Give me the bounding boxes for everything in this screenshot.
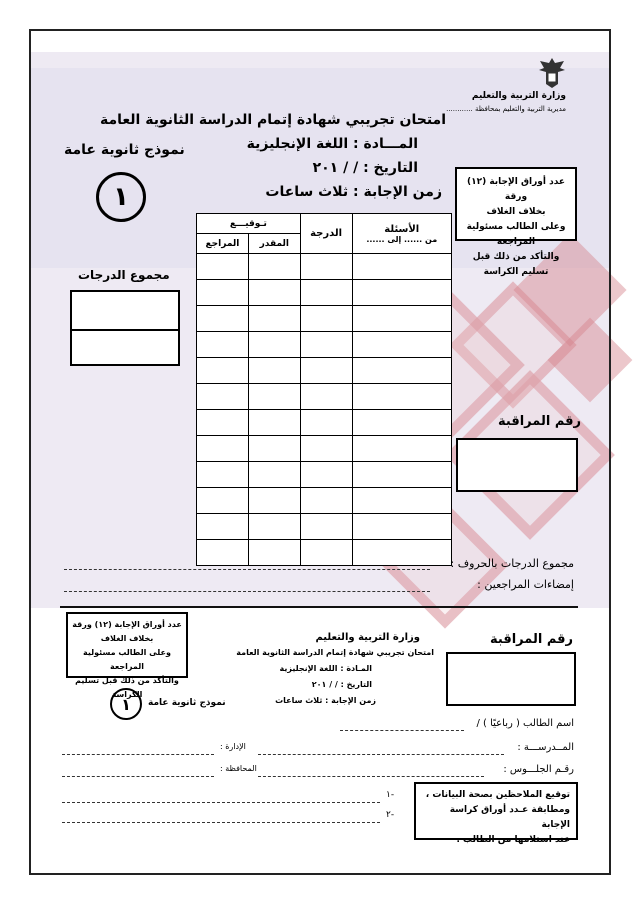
corrector-header: المقدر [248,234,300,254]
grade-cell[interactable] [248,540,300,566]
grade-cell[interactable] [248,462,300,488]
total-in-words-label: مجموع الدرجات بالحروف : [450,557,574,570]
directorate-name: مديرية التربية والتعليم بمحافظة ............ [446,105,566,113]
ministry-name: وزارة التربية والتعليم [471,91,566,101]
grade-row [197,488,452,514]
grade-cell[interactable] [352,514,451,540]
grade-cell[interactable] [197,410,249,436]
grade-header: الدرجة [300,214,352,254]
notes-line: ومطابقة عـدد أوراق كراسة الإجابة [449,805,570,830]
instructions-line: عدد أوراق الإجابة (١٢) ورقة [72,620,182,629]
model-number-circle [96,172,146,222]
instructions-line: والتأكد من ذلك قبل تسليم الكراسة [75,676,179,699]
model-label: نموذج ثانوية عامة [64,142,185,158]
lower-exam-title: امتحان تجريبي شهادة إتمام الدراسة الثانوية العامة [236,648,434,657]
grade-cell[interactable] [300,358,352,384]
reviewers-signatures-line [64,591,430,592]
seat-number-field[interactable] [258,776,484,777]
lower-date: التاريخ : / / ٢٠١ [311,680,372,689]
grade-cell[interactable] [197,332,249,358]
questions-header: الأسئلة من ...... إلى ...... [352,214,451,254]
grade-row [197,514,452,540]
instructions-line: وعلى الطالب مسئولية المراجعة [466,222,566,247]
grade-row [197,462,452,488]
grade-cell[interactable] [248,254,300,280]
notes-line: عند استلامها من الطالب . [456,835,570,845]
grade-cell[interactable] [300,332,352,358]
instructions-line: عدد أوراق الإجابة (١٢) ورقة [466,177,566,202]
school-field[interactable] [258,754,504,755]
grade-cell[interactable] [197,254,249,280]
grade-cell[interactable] [248,358,300,384]
grade-cell[interactable] [352,306,451,332]
grade-cell[interactable] [352,488,451,514]
governorate-label: المحافظة : [220,764,257,773]
lower-model-number-circle [110,688,142,720]
instructions-line: والتأكد من ذلك قبل تسليم الكراسة [472,252,560,277]
instructions-box [455,167,577,277]
grade-cell[interactable] [197,462,249,488]
signature-1-field[interactable] [62,802,380,803]
grade-cell[interactable] [197,280,249,306]
duration-line: زمن الإجابة : ثلاث ساعات [265,184,442,200]
grade-cell[interactable] [352,436,451,462]
reviewer-header: المراجع [197,234,249,254]
lower-model-label: نموذج ثانوية عامة [148,698,226,708]
grade-row [197,280,452,306]
grade-cell[interactable] [352,462,451,488]
grade-row [197,540,452,566]
section-divider [60,606,578,608]
grade-cell[interactable] [300,540,352,566]
total-grades-label: مجموع الدرجات [78,268,170,282]
grade-cell[interactable] [352,540,451,566]
grade-cell[interactable] [300,306,352,332]
lower-model-number: ١ [121,694,131,714]
grade-cell[interactable] [248,488,300,514]
grade-row [197,358,452,384]
grade-cell[interactable] [352,254,451,280]
grade-cell[interactable] [197,306,249,332]
grade-cell[interactable] [248,306,300,332]
instructions-line: وعلى الطالب مسئولية المراجعة [83,648,171,671]
grade-cell[interactable] [300,488,352,514]
grade-row [197,410,452,436]
grade-cell[interactable] [300,410,352,436]
signature-2-field[interactable] [62,822,380,823]
seat-number-label: رقـم الجلـــوس : [503,764,574,775]
grade-cell[interactable] [197,384,249,410]
governorate-field[interactable] [62,776,214,777]
instructions-line: بخلاف الغلاف [100,634,154,643]
proctor-number-label: رقم المراقبة [498,414,582,429]
lower-proctor-number-box[interactable] [446,652,576,706]
subject-line: المـــادة : اللغة الإنجليزية [246,136,418,152]
grade-cell[interactable] [248,410,300,436]
total-in-words-line [64,569,430,570]
signature-2-label: -٢ [386,810,395,820]
exam-title: امتحان تجريبي شهادة إتمام الدراسة الثانوية العامة [99,112,446,128]
lower-ministry: وزارة التربية والتعليم [315,632,420,643]
lower-subject: المـادة : اللغة الإنجليزية [279,664,372,673]
lower-proctor-number-label: رقم المراقبة [490,632,574,647]
grade-cell[interactable] [197,358,249,384]
grade-cell[interactable] [197,436,249,462]
instructions-line: بخلاف الغلاف [486,207,546,217]
notes-line: توقيع الملاحظين بصحة البيانات ، [425,790,570,800]
grade-cell[interactable] [300,514,352,540]
grade-cell[interactable] [300,254,352,280]
grade-row [197,332,452,358]
grade-cell[interactable] [197,540,249,566]
grade-cell[interactable] [248,514,300,540]
notes-box [414,782,578,845]
grade-cell[interactable] [300,436,352,462]
grade-cell[interactable] [300,280,352,306]
grade-row [197,254,452,280]
grade-row [197,436,452,462]
signature-1-label: -١ [386,790,395,800]
eagle-emblem-icon [537,56,567,90]
grade-cell[interactable] [248,436,300,462]
grade-cell[interactable] [352,410,451,436]
date-line: التاريخ : / / ٢٠١ [312,160,418,176]
student-name-label: اسم الطالب ( رباعيًا ) / [476,718,574,729]
administration-label: الإدارة : [220,742,246,751]
grade-row [197,384,452,410]
grade-cell[interactable] [300,384,352,410]
grade-row [197,306,452,332]
administration-field[interactable] [62,754,214,755]
grade-cell[interactable] [248,280,300,306]
grade-cell[interactable] [352,384,451,410]
school-label: المــدرســـة : [517,742,574,753]
grade-cell[interactable] [248,384,300,410]
model-number: ١ [113,182,129,212]
grade-cell[interactable] [248,332,300,358]
grade-cell[interactable] [300,462,352,488]
grade-cell[interactable] [197,488,249,514]
grade-cell[interactable] [352,280,451,306]
proctor-number-box[interactable] [456,438,578,492]
grade-cell[interactable] [197,514,249,540]
lower-duration: زمن الإجابة : ثلاث ساعات [275,696,376,705]
reviewers-signatures-label: إمضاءات المراجعين : [477,578,574,591]
lower-instructions-box [66,612,188,699]
total-grades-box [70,290,180,366]
grade-cell[interactable] [352,332,451,358]
grades-table [196,213,452,566]
signature-header: تـوقيـــع [197,214,301,234]
grade-cell[interactable] [352,358,451,384]
student-name-field[interactable] [340,730,464,731]
